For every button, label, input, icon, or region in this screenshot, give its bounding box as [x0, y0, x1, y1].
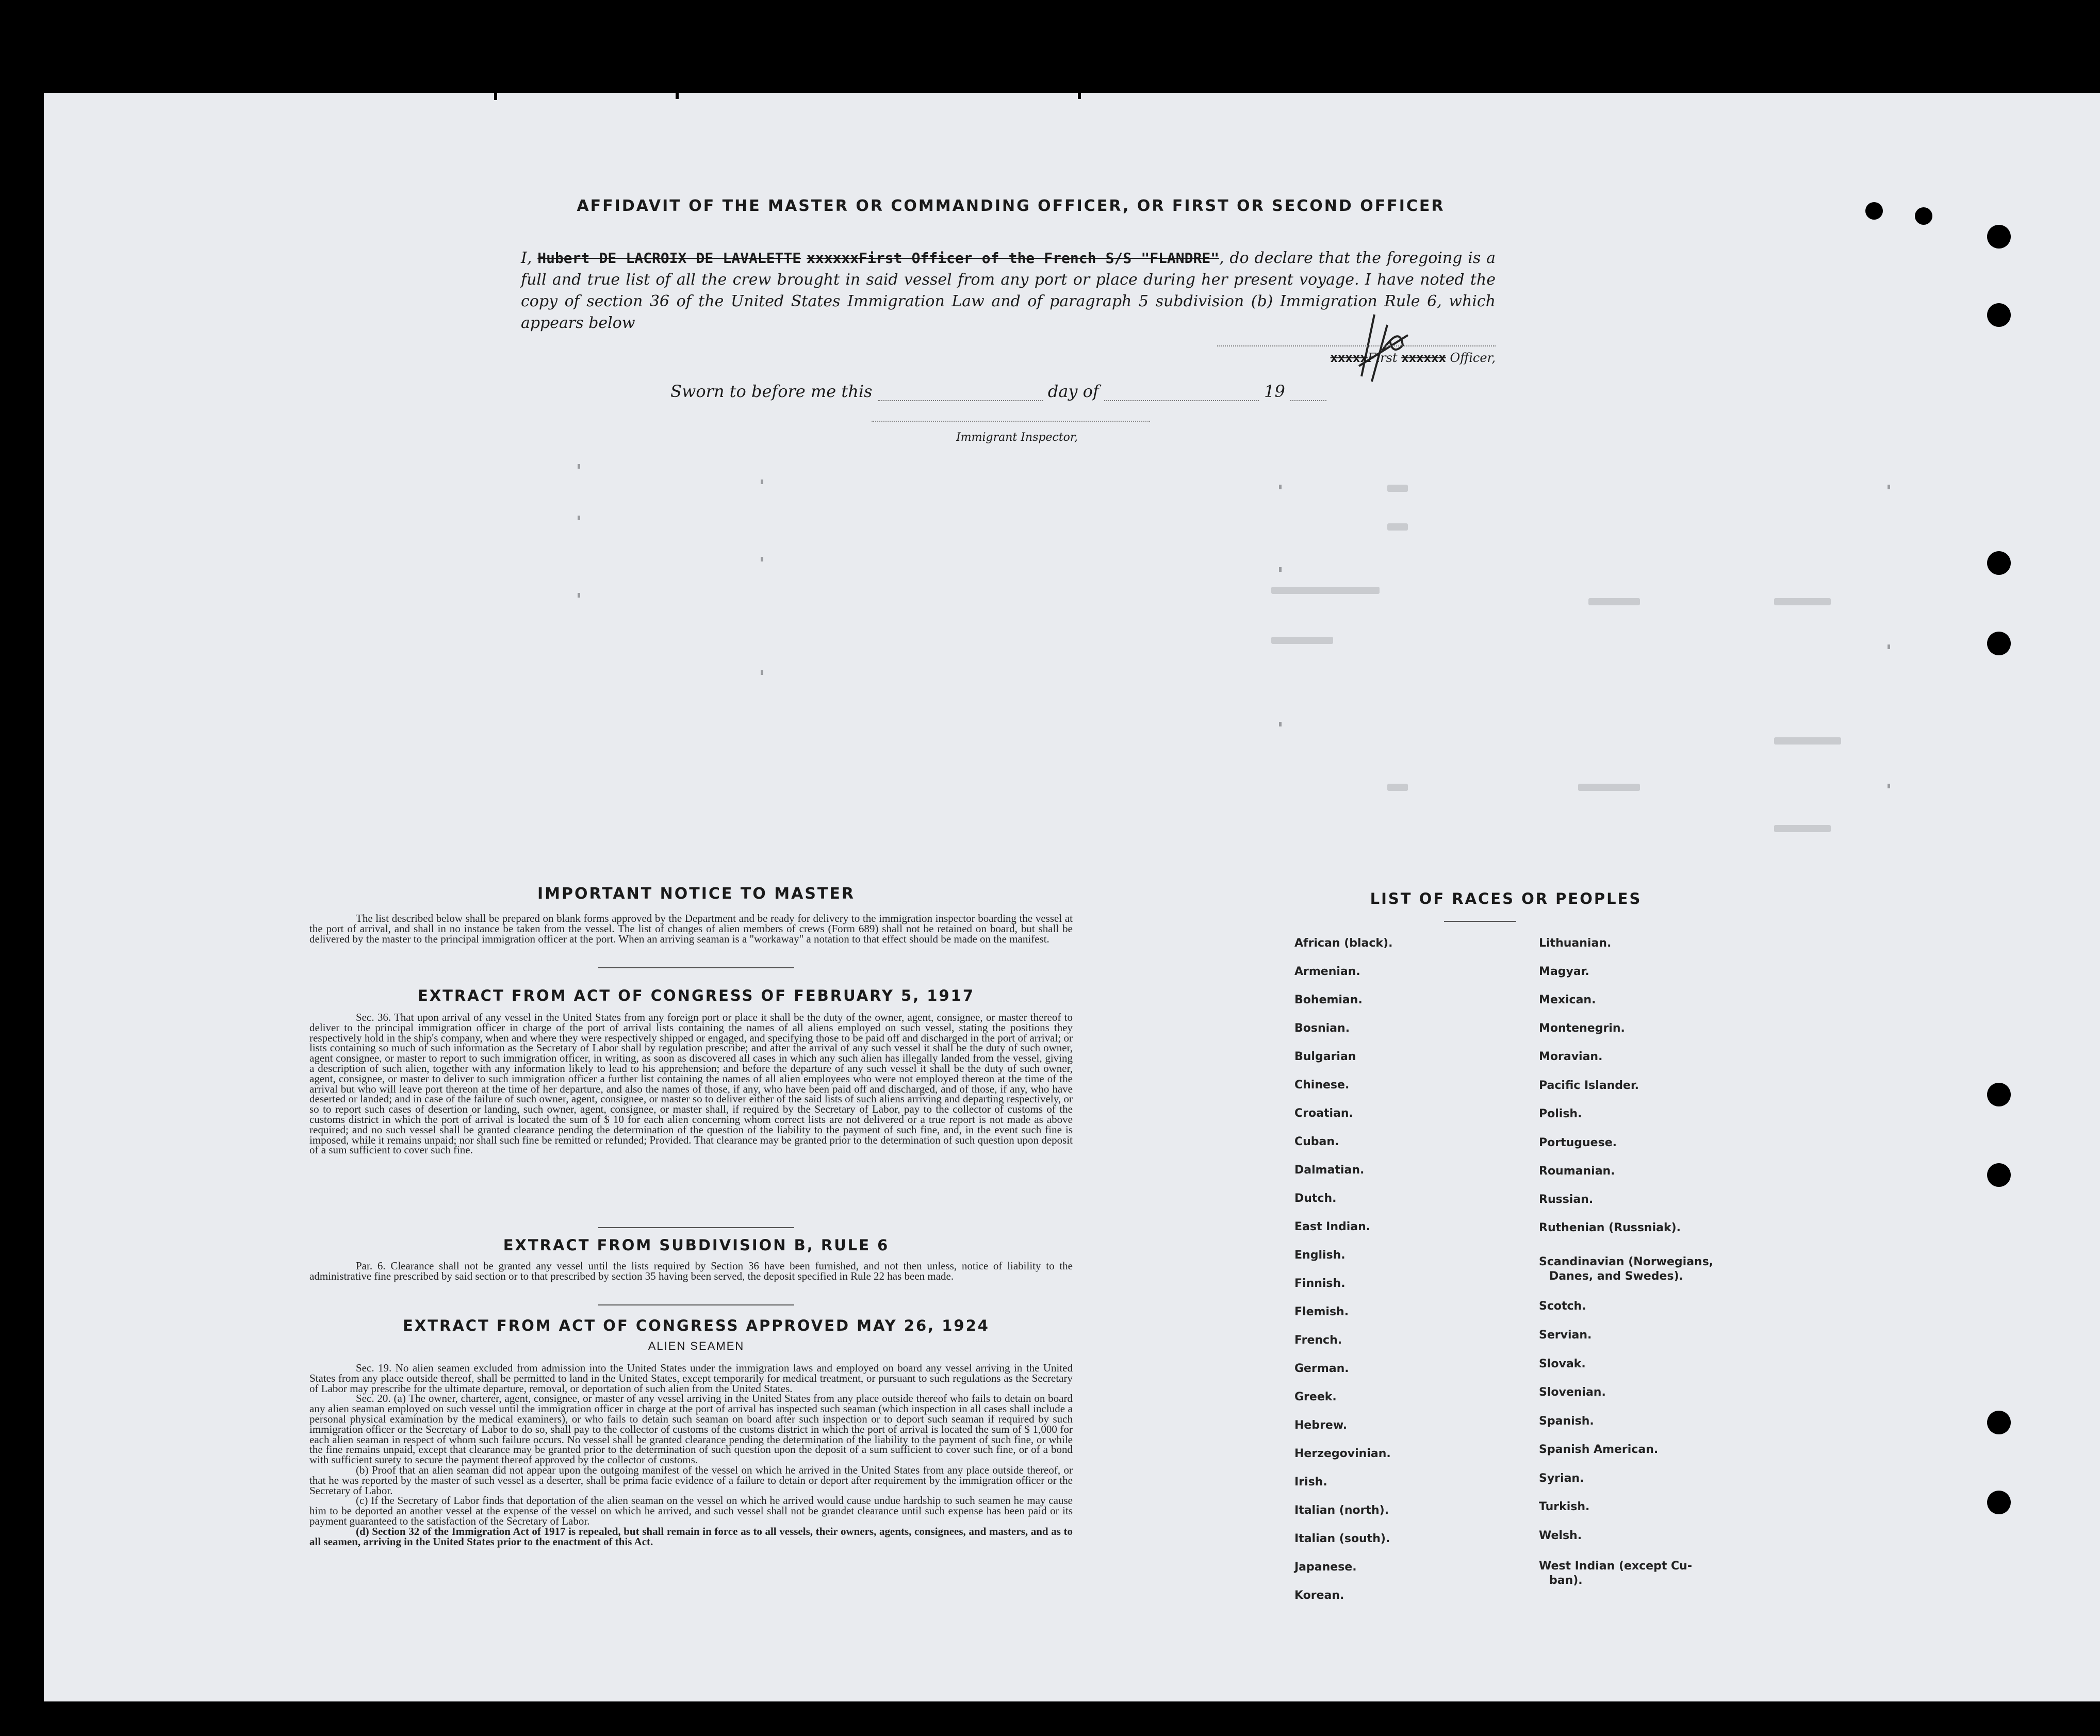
show-through-mark	[578, 464, 580, 469]
edge-mark	[676, 93, 679, 99]
race-item: Italian (north).	[1294, 1504, 1389, 1517]
edge-mark	[1078, 93, 1081, 99]
sec20b-text: (b) Proof that an alien seaman did not appear upon the outgoing manifest of the vessel on which he arrived in the United States from any place outside thereof, or that he was reported by the master of such vessel as a deserter, shall be prima facie evidence of a failure to detain or deport after requirement by the immigration officer or the Secretary of Labor.	[309, 1463, 1073, 1497]
show-through-mark	[761, 480, 763, 484]
year-blank	[1290, 400, 1326, 401]
binder-hole	[1987, 632, 2011, 655]
race-item: Korean.	[1294, 1589, 1344, 1602]
race-item: German.	[1294, 1362, 1349, 1375]
race-item: Ruthenian (Russniak).	[1539, 1221, 1681, 1234]
race-item: Pacific Islander.	[1539, 1079, 1639, 1092]
edge-mark	[494, 93, 497, 100]
show-through-mark	[1888, 644, 1890, 649]
month-blank	[1104, 400, 1259, 401]
extract-1917-text	[309, 1013, 1073, 1155]
race-item: Italian (south).	[1294, 1532, 1390, 1545]
declaration-prefix: I,	[521, 249, 532, 267]
race-item: Scandinavian (Norwegians,	[1539, 1255, 1714, 1268]
race-item: Herzegovinian.	[1294, 1447, 1391, 1460]
show-through-mark	[761, 670, 763, 675]
notice-title: IMPORTANT NOTICE TO MASTER	[537, 885, 855, 903]
show-through-mark	[1387, 523, 1408, 531]
show-through-mark	[1387, 485, 1408, 492]
show-through-mark	[1774, 598, 1831, 605]
do-declare: , do declare	[1219, 249, 1313, 267]
inspector-signature-line	[872, 421, 1150, 422]
show-through-mark	[1279, 567, 1282, 572]
officer-suffix: Officer,	[1450, 351, 1496, 365]
officer-struck: xxxxx	[1330, 351, 1368, 365]
binder-hole	[1987, 303, 2011, 327]
extract-1924-subtitle: ALIEN SEAMEN	[648, 1340, 745, 1352]
race-item: Spanish American.	[1539, 1443, 1659, 1456]
notice-text-body: The list described below shall be prepared on blank forms approved by the Department and be ready for delivery to the immigration inspector boarding the vessel at the port of arrival, and shall in no instance be taken from the vessel. The list of changes of alien members of crews (Form 689) shall not be retained on board, but shall be delivered by the master to the principal immigration officer at the port. When an arriving seaman is a "workaway" a notation to that effect should be made on the manifest.	[309, 912, 1073, 945]
sec20d-text: (d) Section 32 of the Immigration Act of 1917 is repealed, but shall remain in force as to all vessels, their owners, agents, consignees, and masters, and as to all seamen, arriving in the United States prior to the enactment of this Act.	[309, 1525, 1073, 1548]
race-item: Turkish.	[1539, 1500, 1590, 1513]
race-item: Japanese.	[1294, 1561, 1357, 1574]
show-through-mark	[1888, 485, 1890, 489]
show-through-mark	[1774, 737, 1841, 745]
notice-text	[309, 914, 1073, 944]
race-item: Finnish.	[1294, 1277, 1346, 1290]
extract-rule6-title: EXTRACT FROM SUBDIVISION B, RULE 6	[503, 1236, 890, 1254]
binder-hole	[1915, 207, 1932, 225]
sec20c-paragraph	[309, 1496, 1073, 1526]
officer-name: Hubert DE LACROIX DE LAVALETTE	[537, 250, 801, 267]
race-item: Croatian.	[1294, 1107, 1353, 1120]
show-through-mark	[1279, 485, 1282, 489]
show-through-mark	[1774, 825, 1831, 832]
extract-1924-text	[309, 1363, 1073, 1547]
race-item: Danes, and Swedes).	[1549, 1270, 1683, 1283]
struck-rank: xxxxxx	[806, 250, 859, 267]
officer-typed: First	[1367, 351, 1398, 365]
race-item: Magyar.	[1539, 965, 1589, 978]
sec19-text: Sec. 19. No alien seamen excluded from admission into the United States under the immigration laws and employed on board any vessel arriving in the United States from any place outside thereof, shall be permitted to land in the United States, except temporarily for medical treatment, or pursuant to such regulations as the Secretary of Labor may prescribe for the ultimate departure, removal, or deportation of such alien from the United States.	[309, 1362, 1073, 1395]
divider	[598, 1304, 794, 1305]
declaration-paragraph	[521, 247, 1496, 334]
race-item: Lithuanian.	[1539, 937, 1612, 950]
day-blank	[878, 400, 1043, 401]
binder-hole	[1987, 1491, 2011, 1514]
binder-hole	[1865, 202, 1883, 220]
race-item: French.	[1294, 1334, 1342, 1347]
show-through-mark	[578, 593, 580, 598]
race-item: Moravian.	[1539, 1050, 1603, 1063]
officer-signature-line	[1217, 345, 1496, 369]
declaration-body: that the foregoing is a full and true list of all the crew brought in said vessel from any port or place during her present voyage. I have noted the copy of section 36 of the United States Immigration Law and of paragraph 5 subdivision (b) Immigration Rule 6, which appears below	[521, 249, 1496, 332]
race-item: Hebrew.	[1294, 1419, 1348, 1432]
day-of-text: day of	[1047, 382, 1099, 401]
show-through-mark	[1279, 722, 1282, 726]
race-item: East Indian.	[1294, 1220, 1371, 1233]
race-item: Syrian.	[1539, 1472, 1584, 1485]
sec20a-paragraph	[309, 1394, 1073, 1465]
extract-rule6-body: Par. 6. Clearance shall not be granted any vessel until the lists required by Section 36 have been furnished, and not then unless, notice of liability to the administrative fine prescribed by said section or to that prescribed by section 35 having been served, the deposit specified in Rule 22 has been made.	[309, 1260, 1073, 1282]
binder-hole	[1987, 1411, 2011, 1434]
sec20c-text: (c) If the Secretary of Labor finds that deportation of the alien seaman on the vessel on which he arrived would cause undue hardship to such seamen he may cause him to be deported an another vessel at the expense of the vessel on which he arrived, and such vessel shall not be grandet clearance until such expense has been paid or its payment guaranteed to the satisfaction of the Secretary of Labor.	[309, 1494, 1073, 1527]
divider	[598, 967, 794, 968]
sworn-text: Sworn to before me this	[670, 382, 873, 401]
sec20d-paragraph	[309, 1527, 1073, 1547]
divider	[1444, 921, 1516, 922]
sec19-paragraph	[309, 1363, 1073, 1394]
race-item: African (black).	[1294, 937, 1393, 950]
divider	[598, 1227, 794, 1228]
race-item: West Indian (except Cu-	[1539, 1560, 1692, 1573]
race-item: Dutch.	[1294, 1192, 1337, 1205]
year-text: 19	[1264, 382, 1285, 401]
race-item: ban).	[1549, 1574, 1583, 1587]
binder-hole	[1987, 551, 2011, 575]
race-item: Welsh.	[1539, 1529, 1582, 1542]
show-through-mark	[1888, 784, 1890, 788]
race-item: Portuguese.	[1539, 1136, 1617, 1149]
binder-hole	[1987, 1083, 2011, 1106]
officer-struck-2: xxxxxx	[1401, 351, 1446, 365]
race-item: Flemish.	[1294, 1305, 1349, 1318]
race-item: Bohemian.	[1294, 994, 1363, 1006]
show-through-mark	[1271, 587, 1380, 594]
race-item: Roumanian.	[1539, 1165, 1615, 1178]
sec20b-paragraph	[309, 1465, 1073, 1496]
extract-1924-title: EXTRACT FROM ACT OF CONGRESS APPROVED MAY 26, 1924	[403, 1317, 990, 1334]
extract-rule6-text	[309, 1261, 1073, 1282]
affidavit-title: AFFIDAVIT OF THE MASTER OR COMMANDING OFFICER, OR FIRST OR SECOND OFFICER	[577, 197, 1445, 215]
show-through-mark	[1387, 784, 1408, 791]
race-item: Armenian.	[1294, 965, 1360, 978]
officer-position: First Officer of the French S/S "FLANDRE"	[859, 250, 1220, 267]
races-title: LIST OF RACES OR PEOPLES	[1370, 890, 1642, 907]
show-through-mark	[761, 557, 763, 561]
race-item: Slovenian.	[1539, 1386, 1606, 1399]
show-through-mark	[1588, 598, 1640, 605]
race-item: Bulgarian	[1294, 1050, 1356, 1063]
extract-1917-body: Sec. 36. That upon arrival of any vessel in the United States from any foreign port or place it shall be the duty of the owner, agent, consignee, or master thereof to deliver to the principal immigration officer in charge of the port of arrival lists containing the names of all aliens employed on such vessel, stating the positions they respectively hold in the ship's company, when and where they were respectively shipped or engaged, and specifying those to be paid off and discharged in the port of arrival; or lists containing so much of such information as the Secretary of Labor shall by regulation prescribe; and after the arrival of any such vessel it shall be the duty of such owner, agent consignee, or master to report to such immigration officer, in writing, as soon as discovered all cases in which any such alien has illegally landed from the vessel, giving a description of such alien, together with any information likely to lead to his apprehension; and before the departure of any such vessel it shall be the duty of such owner, agent, consignee, or master to deliver to such immigration officer a further list containing the names of all alien employees who were not employed thereon at the time of the arrival but who will leave port thereon at the time of her departure, and also the names of those, if any, who have been paid off and discharged, and of those, if any, who have deserted or landed; and in case of the failure of such owner, agent, consignee, or master so to deliver either of the said lists of such aliens arriving and departing respectively, or so to report such cases of desertion or landing, such owner, agent, consignee, or master shall, if required by the Secretary of Labor, pay to the collector of customs of the customs district in which the port of arrival is located the sum of $ 10 for each alien concerning whom correct lists are not delivered or a true report is not made as above required; and no such vessel shall be granted clearance pending the determination of the question of the liability to the payment of such fine, and, in the event such fine is imposed, while it remains unpaid; nor shall such fine be remitted or refunded; Provided. That clearance may be granted prior to the determination of such question upon deposit of a sum sufficient to cover such fine.	[309, 1011, 1073, 1156]
race-item: Russian.	[1539, 1193, 1594, 1206]
extract-1917-title: EXTRACT FROM ACT OF CONGRESS OF FEBRUARY 5, 1917	[417, 987, 975, 1004]
binder-hole	[1987, 1163, 2011, 1187]
race-item: Montenegrin.	[1539, 1022, 1625, 1035]
race-item: Scotch.	[1539, 1300, 1586, 1313]
binder-hole	[1987, 225, 2011, 249]
race-item: Chinese.	[1294, 1079, 1350, 1092]
race-item: English.	[1294, 1249, 1346, 1262]
race-item: Polish.	[1539, 1107, 1582, 1120]
show-through-mark	[1271, 637, 1333, 644]
sworn-statement	[670, 382, 1326, 401]
show-through-mark	[578, 516, 580, 520]
race-item: Dalmatian.	[1294, 1164, 1365, 1177]
show-through-mark	[1578, 784, 1640, 791]
race-item: Irish.	[1294, 1476, 1327, 1489]
race-item: Bosnian.	[1294, 1022, 1350, 1035]
race-item: Slovak.	[1539, 1358, 1586, 1370]
race-item: Spanish.	[1539, 1415, 1594, 1428]
race-item: Servian.	[1539, 1329, 1592, 1342]
race-item: Cuban.	[1294, 1135, 1339, 1148]
race-item: Greek.	[1294, 1391, 1337, 1403]
race-item: Mexican.	[1539, 994, 1596, 1006]
inspector-label: Immigrant Inspector,	[956, 431, 1078, 444]
sec20a-text: Sec. 20. (a) The owner, charterer, agent, consignee, or master of any vessel arriving in the United States from any place outside thereof who fails to detain on board any alien seaman employed on such vessel until the immigration officer in charge at the port of arrival has inspected such seaman (which inspection in all cases shall include a personal physical examination by the medical examiners), or who fails to detain such seaman on board after such inspection or to deport such seaman if required by such immigration officer or the Secretary of Labor to do so, shall pay to the collector of customs of the customs district in which the port of arrival is located the sum of $ 1,000 for each alien seaman in respect of whom such failure occurs. No vessel shall be granted clearance pending the determination of the liability to the payment of such fine, or while the fine remains unpaid, except that clearance may be granted prior to the determination of such question upon the deposit of a sum sufficient to cover such fine, or of a bond with sufficient surety to secure the payment thereof approved by the collector of customs.	[309, 1392, 1073, 1466]
